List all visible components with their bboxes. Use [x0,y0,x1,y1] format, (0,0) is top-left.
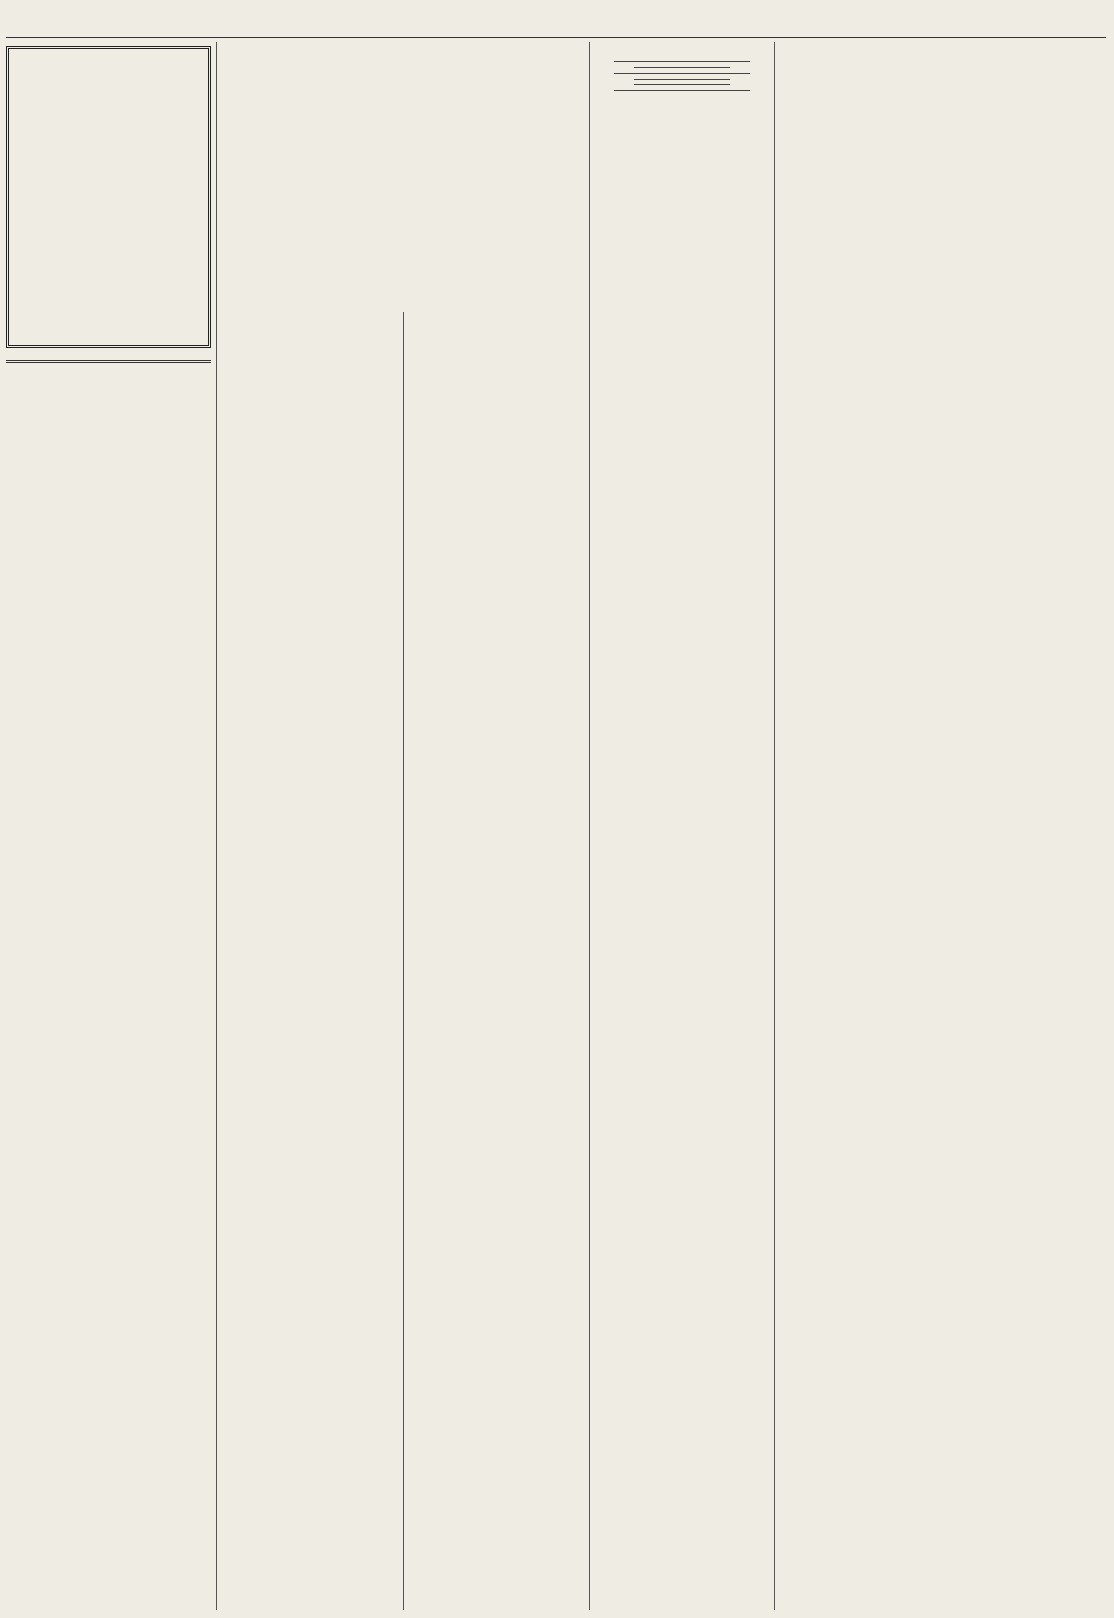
column-4 [594,56,770,1610]
headline-rule [634,84,730,85]
column-3 [246,42,424,1610]
column-3-articles [407,56,585,1610]
headline-rule [634,67,730,68]
column-rule [589,42,590,1610]
article-separator [614,90,750,91]
column-rule [216,42,217,1610]
masthead-rule [6,37,1106,38]
headline-rule [634,79,730,80]
nameplate-rule [6,360,211,363]
column-rule [774,42,775,1610]
article-separator [614,73,750,74]
column-1 [6,42,211,1610]
franks-christie-advertisement [6,46,211,348]
article-separator [614,61,750,62]
